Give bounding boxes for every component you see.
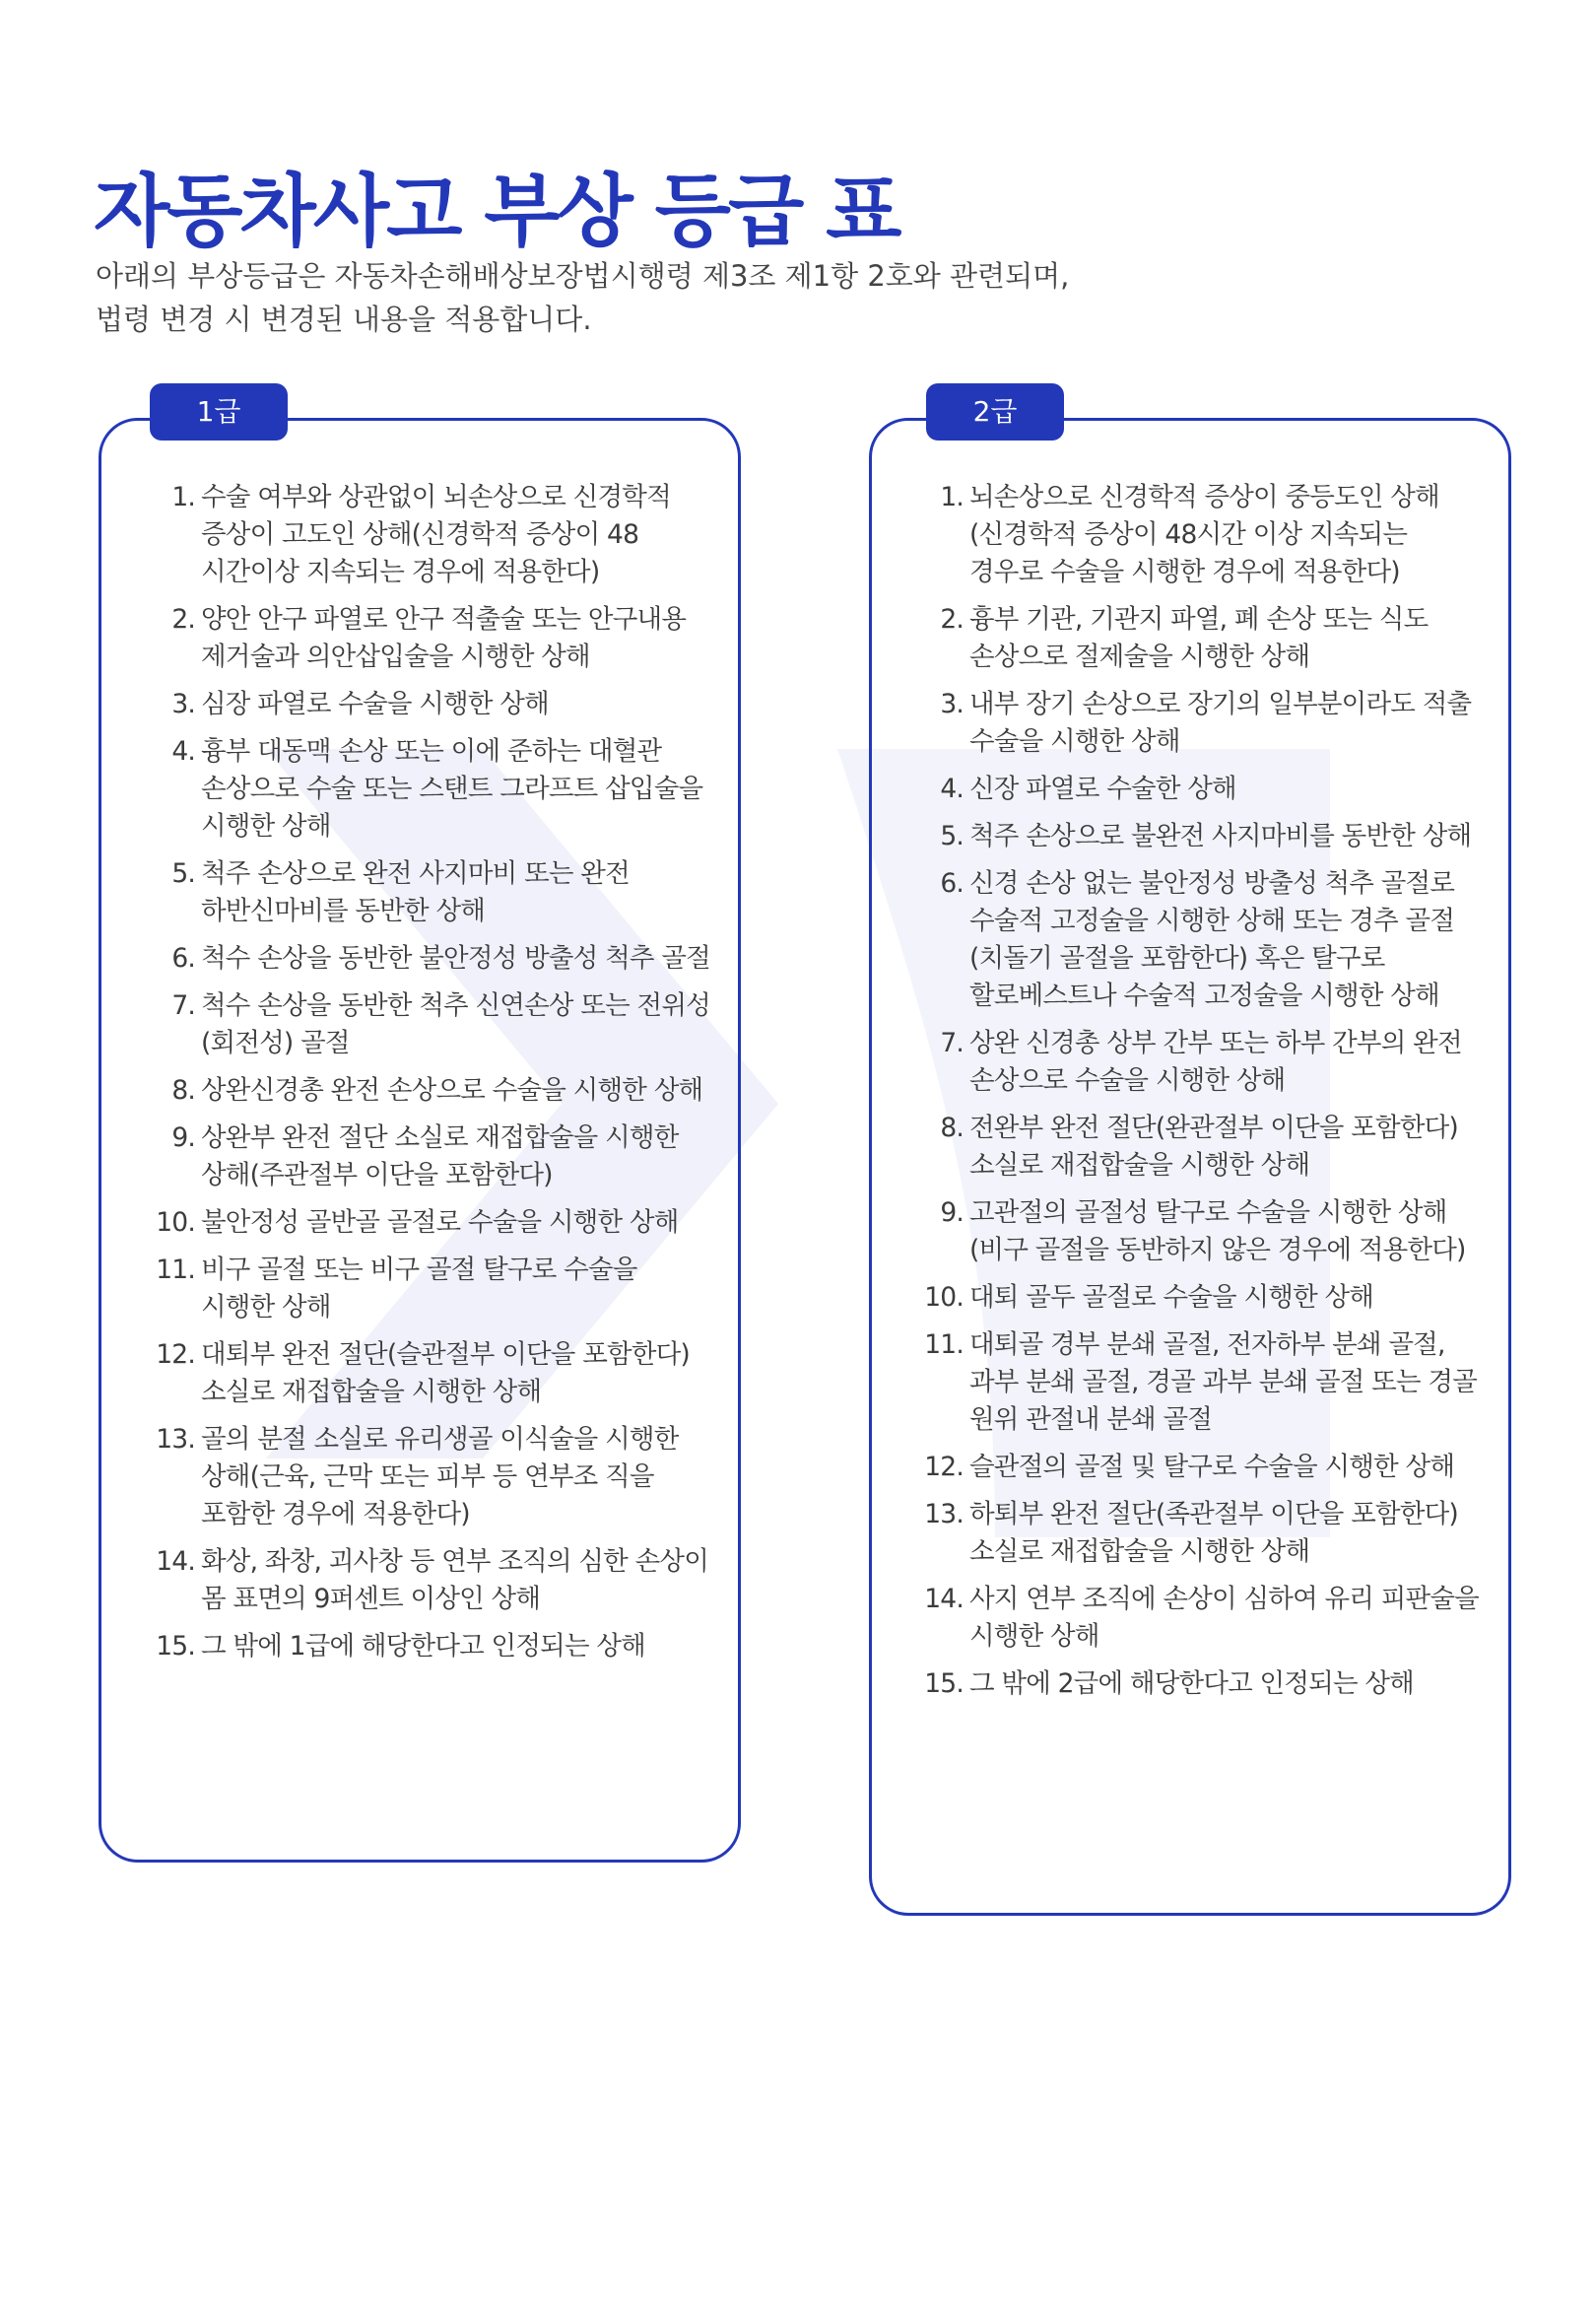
list-item-number: 5. [171,858,195,889]
list-item-number: 6. [940,868,964,899]
list-item-number: 13. [156,1424,195,1455]
list-item [146,1119,717,1194]
list-item-number: 5. [940,821,964,851]
list-item [914,1665,1486,1703]
list-item [146,1204,717,1242]
list-item [914,1025,1486,1100]
list-item-number: 14. [156,1546,195,1577]
list-item [914,601,1486,676]
list-item-text: 심장 파열로 수술을 시행한 상해 [201,689,549,719]
list-item-text: 척주 손상으로 불완전 사지마비를 동반한 상해 [969,821,1472,851]
page-title: 자동차사고 부상 등급 표 [94,166,899,257]
list-item [146,601,717,676]
list-item-number: 4. [171,736,195,767]
list-item-number: 6. [171,943,195,974]
list-item [146,733,717,846]
list-item [914,1194,1486,1269]
list-item-number: 14. [924,1584,964,1614]
list-item-number: 1. [171,482,195,512]
list-item-text: 흉부 대동맥 손상 또는 이에 준하는 대혈관 손상으로 수술 또는 스탠트 그라프트 삽입술을 시행한 상해 [201,736,703,842]
list-item-number: 3. [171,689,195,719]
list-item-text: 상완 신경총 상부 간부 또는 하부 간부의 완전 손상으로 수술을 시행한 상해 [969,1028,1462,1096]
list-item-text: 뇌손상으로 신경학적 증상이 중등도인 상해(신경학적 증상이 48시간 이상 지속되는 경우로 수술을 시행한 경우에 적용한다) [969,482,1439,587]
list-item-number: 2. [940,604,964,635]
list-item-text: 척주 손상으로 완전 사지마비 또는 완전 하반신마비를 동반한 상해 [201,858,630,926]
list-item [146,1421,717,1533]
list-item-text: 수술 여부와 상관없이 뇌손상으로 신경학적 증상이 고도인 상해(신경학적 증상이 48 시간이상 지속되는 경우에 적용한다) [201,482,671,587]
list-item-number: 13. [924,1499,964,1529]
list-item [146,855,717,930]
list-item-text: 척수 손상을 동반한 불안정성 방출성 척추 골절 [201,943,710,974]
list-item [146,479,717,591]
list-item-text: 대퇴골 경부 분쇄 골절, 전자하부 분쇄 골절, 과부 분쇄 골절, 경골 과부 분쇄 골절 또는 경골 원위 관절내 분쇄 골절 [969,1329,1477,1435]
list-item [146,1628,717,1665]
list-item [914,1496,1486,1571]
list-item-number: 9. [940,1197,964,1228]
list-item [914,1326,1486,1439]
list-item [914,818,1486,855]
subtitle-line-2: 법령 변경 시 변경된 내용을 적용합니다. [96,303,592,336]
list-item [146,1336,717,1411]
list-item-number: 11. [924,1329,964,1360]
list-item-number: 8. [171,1075,195,1106]
list-item [146,1072,717,1110]
list-item-number: 15. [924,1668,964,1699]
list-item [146,987,717,1062]
list-item-text: 신경 손상 없는 불안정성 방출성 척추 골절로 수술적 고정술을 시행한 상해 또는 경추 골절(치돌기 골절을 포함한다) 혹은 탈구로 할로베스트나 수술적 고정술을 시행한 상해 [969,868,1455,1011]
list-item [914,1279,1486,1317]
list-item-text: 사지 연부 조직에 손상이 심하여 유리 피판술을 시행한 상해 [969,1584,1479,1652]
list-item [914,1449,1486,1486]
list-item-text: 전완부 완전 절단(완관절부 이단을 포함한다) 소실로 재접합술을 시행한 상해 [969,1113,1458,1181]
list-item-number: 10. [924,1282,964,1313]
list-item-number: 1. [940,482,964,512]
list-item-number: 4. [940,774,964,804]
list-item [146,1543,717,1618]
list-item [914,1110,1486,1185]
list-item-number: 7. [940,1028,964,1058]
list-item-text: 하퇴부 완전 절단(족관절부 이단을 포함한다) 소실로 재접합술을 시행한 상해 [969,1499,1458,1567]
list-item-number: 8. [940,1113,964,1143]
grade-2-tab: 2급 [926,383,1064,441]
list-item [914,771,1486,808]
list-item-number: 12. [156,1339,195,1370]
list-item-text: 슬관절의 골절 및 탈구로 수술을 시행한 상해 [969,1452,1455,1482]
list-item-text: 불안정성 골반골 골절로 수술을 시행한 상해 [201,1207,679,1238]
list-item [146,686,717,723]
list-item-text: 골의 분절 소실로 유리생골 이식술을 시행한 상해(근육, 근막 또는 피부 등 연부조 직을 포함한 경우에 적용한다) [201,1424,679,1529]
list-item-number: 9. [171,1122,195,1153]
list-item-text: 상완신경총 완전 손상으로 수술을 시행한 상해 [201,1075,703,1106]
list-item-text: 내부 장기 손상으로 장기의 일부분이라도 적출 수술을 시행한 상해 [969,689,1472,757]
subtitle-line-1: 아래의 부상등급은 자동차손해배상보장법시행령 제3조 제1항 2호와 관련되며, [96,259,1070,293]
page-subtitle [96,254,1376,341]
list-item-text: 척수 손상을 동반한 척추 신연손상 또는 전위성(회전성) 골절 [201,990,710,1058]
grade-1-list [146,479,717,1675]
list-item-number: 2. [171,604,195,635]
list-item-text: 대퇴 골두 골절로 수술을 시행한 상해 [969,1282,1374,1313]
list-item-number: 3. [940,689,964,719]
list-item-text: 그 밖에 2급에 해당한다고 인정되는 상해 [969,1668,1414,1699]
list-item-number: 15. [156,1631,195,1662]
list-item [146,940,717,978]
list-item-text: 신장 파열로 수술한 상해 [969,774,1236,804]
list-item-text: 화상, 좌창, 괴사창 등 연부 조직의 심한 손상이 몸 표면의 9퍼센트 이상인 상해 [201,1546,708,1614]
grade-2-list [914,479,1486,1713]
list-item [914,686,1486,761]
grade-1-tab: 1급 [150,383,288,441]
list-item-text: 상완부 완전 절단 소실로 재접합술을 시행한 상해(주관절부 이단을 포함한다) [201,1122,679,1190]
list-item-number: 10. [156,1207,195,1238]
list-item [146,1252,717,1326]
list-item [914,1581,1486,1656]
list-item-number: 12. [924,1452,964,1482]
list-item-text: 고관절의 골절성 탈구로 수술을 시행한 상해(비구 골절을 동반하지 않은 경우에 적용한다) [969,1197,1466,1265]
list-item-text: 양안 안구 파열로 안구 적출술 또는 안구내용 제거술과 의안삽입술을 시행한 상해 [201,604,687,672]
list-item-text: 대퇴부 완전 절단(슬관절부 이단을 포함한다) 소실로 재접합술을 시행한 상해 [201,1339,690,1407]
list-item [914,479,1486,591]
list-item-number: 11. [156,1255,195,1285]
list-item-text: 비구 골절 또는 비구 골절 탈구로 수술을 시행한 상해 [201,1255,637,1323]
list-item-text: 그 밖에 1급에 해당한다고 인정되는 상해 [201,1631,645,1662]
list-item [914,865,1486,1015]
list-item-text: 흉부 기관, 기관지 파열, 폐 손상 또는 식도 손상으로 절제술을 시행한 상해 [969,604,1429,672]
list-item-number: 7. [171,990,195,1021]
